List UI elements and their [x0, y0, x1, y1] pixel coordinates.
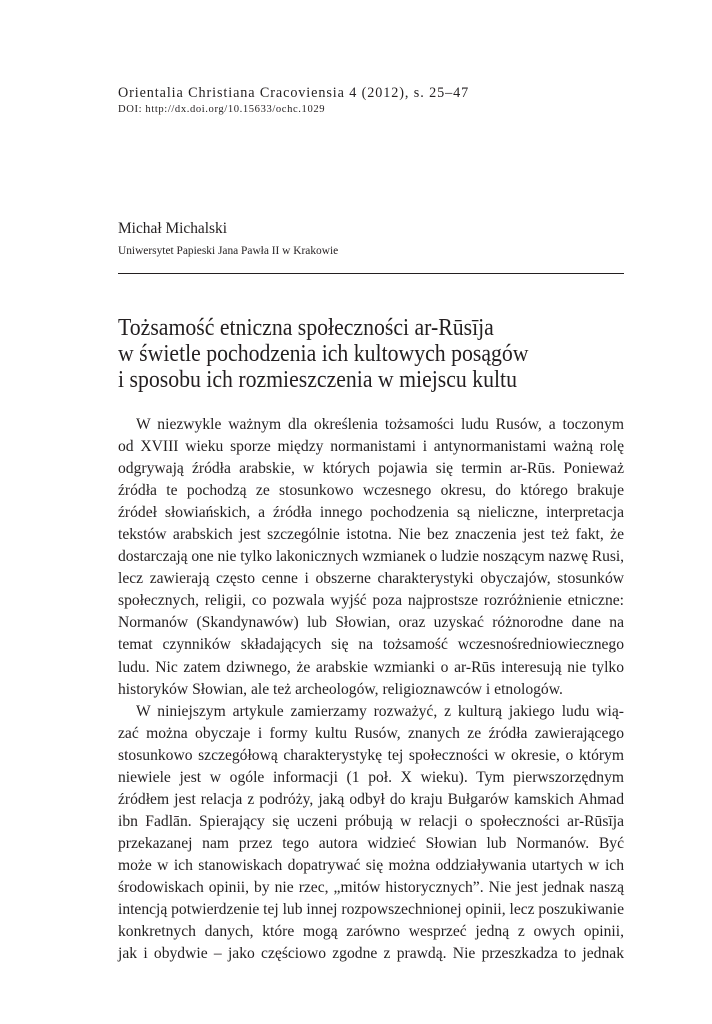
- body-line: zać można obyczaje i formy kultu Rusów, znanych ze źródła zawierającego: [118, 724, 624, 742]
- body-line: Normanów (Skandynawów) lub Słowian, oraz uzyskać różnorodne dane na: [118, 614, 624, 632]
- body-line: W niniejszym artykule zamierzamy rozważyć, z kulturą jakiego ludu wią-: [136, 702, 624, 720]
- body-line: tekstów arabskich jest szczególnie istotna. Nie bez znaczenia jest też fakt, że: [118, 526, 624, 544]
- body-line: lecz zawierają często cenne i obszerne charakterystyki obyczajów, stosunków: [118, 570, 624, 588]
- journal-citation: Orientalia Christiana Cracoviensia 4 (2012), s. 25–47: [118, 85, 470, 101]
- body-line: ludu. Nic zatem dziwnego, że arabskie wzmianki o ar-Rūs interesują nie tylko: [118, 658, 624, 676]
- article-title: [118, 315, 638, 393]
- body-line: stosunkowo szczegółową charakterystykę tej społeczności w okresie, o którym: [118, 746, 624, 764]
- body-line: źródła te pochodzą ze stosunkowo wczesnego okresu, do którego brakuje: [118, 482, 624, 500]
- body-line: ibn Fadlān. Spierający się uczeni próbują w relacji o społeczności ar-Rūsīja: [118, 812, 624, 830]
- body-line: konkretnych danych, które mogą zarówno wesprzeć jedną z owych opinii,: [118, 923, 624, 941]
- article-body: [118, 414, 624, 965]
- body-line: niewiele jest w ogóle informacji (1 poł. X wieku). Tym pierwszorzędnym: [118, 768, 624, 786]
- body-line: intencją potwierdzenie tej lub innej rozpowszechnionej opinii, lecz poszukiwanie: [118, 901, 625, 919]
- body-line: odgrywają źródła arabskie, w których pojawia się termin ar-Rūs. Ponieważ: [118, 460, 624, 478]
- author-name: Michał Michalski: [118, 220, 227, 237]
- body-line: może w ich stanowiskach dopatrywać się można oddziaływania utartych w ich: [118, 856, 624, 874]
- body-line: środowiskach opinii, by nie rzec, „mitów historycznych”. Nie jest jednak naszą: [118, 878, 624, 896]
- title-line: Tożsamość etniczna społeczności ar-Rūsīja: [118, 314, 494, 341]
- header-divider: [118, 273, 624, 274]
- body-line: źródeł słowiańskich, a źródła innego pochodzenia są nieliczne, interpretacja: [118, 504, 624, 522]
- body-line: W niezwykle ważnym dla określenia tożsamości ludu Rusów, a toczonym: [136, 416, 624, 433]
- body-line: przekazanej nam przez tego autora widzieć Słowian lub Normanów. Być: [118, 834, 624, 852]
- body-line: społecznych, religii, co pozwala wyjść poza najprostsze rozróżnienie etniczne:: [118, 592, 624, 610]
- body-line: od XVIII wieku sporze między normanistami i antynormanistami ważną rolę: [118, 438, 624, 456]
- title-line: w świetle pochodzenia ich kultowych posągów: [118, 340, 529, 367]
- body-line: temat czynników składających się na tożsamość wczesnośredniowiecznego: [118, 636, 624, 654]
- body-line: jak i obydwie – jako częściowo zgodne z prawdą. Nie przeszkadza to jednak: [118, 945, 624, 963]
- body-line: dostarczają one nie tylko lakonicznych wzmianek o ludzie noszącym nazwę Rusi,: [118, 548, 624, 566]
- title-line: i sposobu ich rozmieszczenia w miejscu kultu: [118, 366, 517, 393]
- body-line: historyków Słowian, ale też archeologów, religioznawców i etnologów.: [118, 680, 563, 698]
- body-line: źródłem jest relacja z podróży, jaką odbył do kraju Bułgarów kamskich Ahmad: [118, 790, 624, 808]
- doi-link[interactable]: DOI: http://dx.doi.org/10.15633/ochc.1029: [118, 104, 326, 115]
- author-affiliation: Uniwersytet Papieski Jana Pawła II w Krakowie: [118, 245, 339, 257]
